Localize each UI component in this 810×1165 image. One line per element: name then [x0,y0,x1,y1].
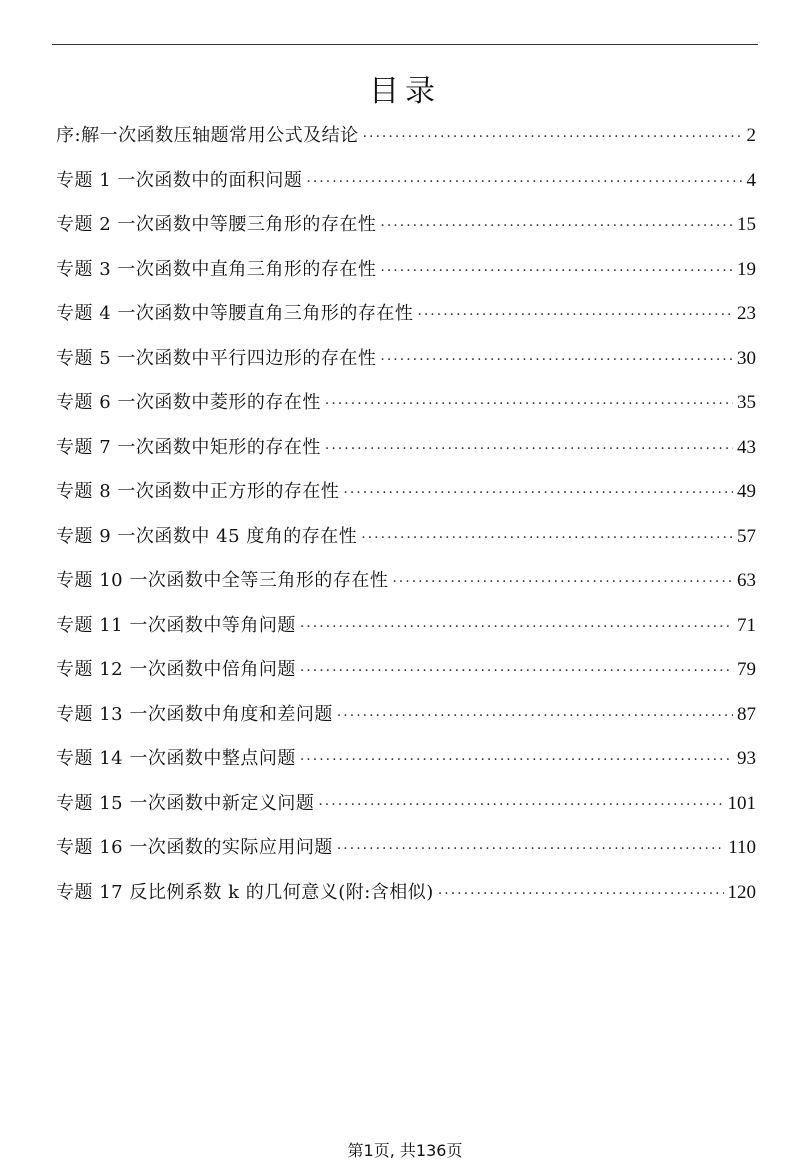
toc-entry[interactable] [56,610,756,655]
toc-entry[interactable] [56,521,756,566]
toc-entry-label: 专题 12 一次函数中倍角问题 [56,659,296,680]
toc-entry[interactable] [56,432,756,477]
toc-entry[interactable] [56,165,756,210]
toc-entry-label: 专题 3 一次函数中直角三角形的存在性 [56,258,377,280]
toc-leader-dots [417,299,733,331]
toc-entry-page: 2 [746,125,756,146]
toc-leader-dots [337,833,724,865]
toc-leader-dots [300,744,733,776]
toc-entry-label: 专题 15 一次函数中新定义问题 [56,792,315,814]
toc-entry-page: 71 [737,614,756,636]
toc-leader-dots [361,522,733,554]
header-rule [52,44,758,45]
toc-entry[interactable] [56,343,756,388]
toc-entry-page: 19 [737,258,756,280]
toc-leader-dots [300,611,733,643]
toc-entry-label: 专题 4 一次函数中等腰直角三角形的存在性 [56,303,414,324]
toc-entry-page: 43 [737,436,756,458]
toc-entry[interactable] [56,788,756,833]
toc-entry-label: 专题 6 一次函数中菱形的存在性 [56,392,321,413]
toc-leader-dots [318,789,723,821]
toc-entry-label: 专题 14 一次函数中整点问题 [56,748,296,769]
toc-entry[interactable] [56,743,756,788]
toc-leader-dots [438,878,724,910]
toc-entry[interactable] [56,699,756,744]
toc-leader-dots [325,388,733,420]
toc-entry[interactable] [56,476,756,521]
toc-entry-page: 101 [727,792,756,814]
toc-leader-dots [306,166,742,198]
toc-entry[interactable] [56,565,756,610]
toc-leader-dots [300,655,733,687]
toc-entry[interactable] [56,877,756,922]
toc-entry[interactable] [56,387,756,432]
toc-leader-dots [363,121,743,153]
toc-entry-label: 专题 8 一次函数中正方形的存在性 [56,481,340,502]
toc-leader-dots [343,477,733,509]
toc-entry-label: 专题 10 一次函数中全等三角形的存在性 [56,570,389,591]
toc-entry-label: 专题 16 一次函数的实际应用问题 [56,837,333,858]
toc-entry-label: 专题 13 一次函数中角度和差问题 [56,703,333,725]
toc-entry-label: 序:解一次函数压轴题常用公式及结论 [56,125,359,146]
toc-entry-page: 49 [737,481,756,502]
toc-leader-dots [380,255,733,287]
page-number-footer: 第1页, 共136页 [347,1141,463,1160]
toc-entry-page: 93 [737,748,756,769]
toc-leader-dots [325,433,733,465]
toc-entry[interactable] [56,120,756,165]
toc-entry-page: 35 [737,392,756,413]
toc-entry-page: 30 [737,347,756,369]
toc-entry[interactable] [56,298,756,343]
toc-entry-label: 专题 9 一次函数中 45 度角的存在性 [56,525,358,547]
toc-entry-page: 4 [746,169,756,191]
toc-entry[interactable] [56,832,756,877]
toc-entry-label: 专题 1 一次函数中的面积问题 [56,169,303,191]
toc-entry[interactable] [56,654,756,699]
toc-entry[interactable] [56,254,756,299]
toc-entry-label: 专题 7 一次函数中矩形的存在性 [56,436,321,458]
page-title: 目录 [369,74,441,109]
toc-entry-page: 57 [737,525,756,547]
toc-entry-page: 23 [737,303,756,324]
toc-entry-page: 87 [737,703,756,725]
toc-leader-dots [337,700,733,732]
toc-entry-page: 79 [737,659,756,680]
toc-entry-label: 专题 2 一次函数中等腰三角形的存在性 [56,214,377,235]
toc-leader-dots [392,566,733,598]
table-of-contents [56,120,756,921]
toc-entry-label: 专题 17 反比例系数 k 的几何意义(附:含相似) [56,881,434,903]
toc-entry-page: 15 [737,214,756,235]
toc-entry[interactable] [56,209,756,254]
toc-entry-page: 120 [727,881,756,903]
toc-leader-dots [380,210,733,242]
toc-entry-page: 63 [737,570,756,591]
toc-entry-label: 专题 5 一次函数中平行四边形的存在性 [56,347,377,369]
toc-leader-dots [380,344,733,376]
toc-entry-label: 专题 11 一次函数中等角问题 [56,614,296,636]
toc-entry-page: 110 [728,837,756,858]
